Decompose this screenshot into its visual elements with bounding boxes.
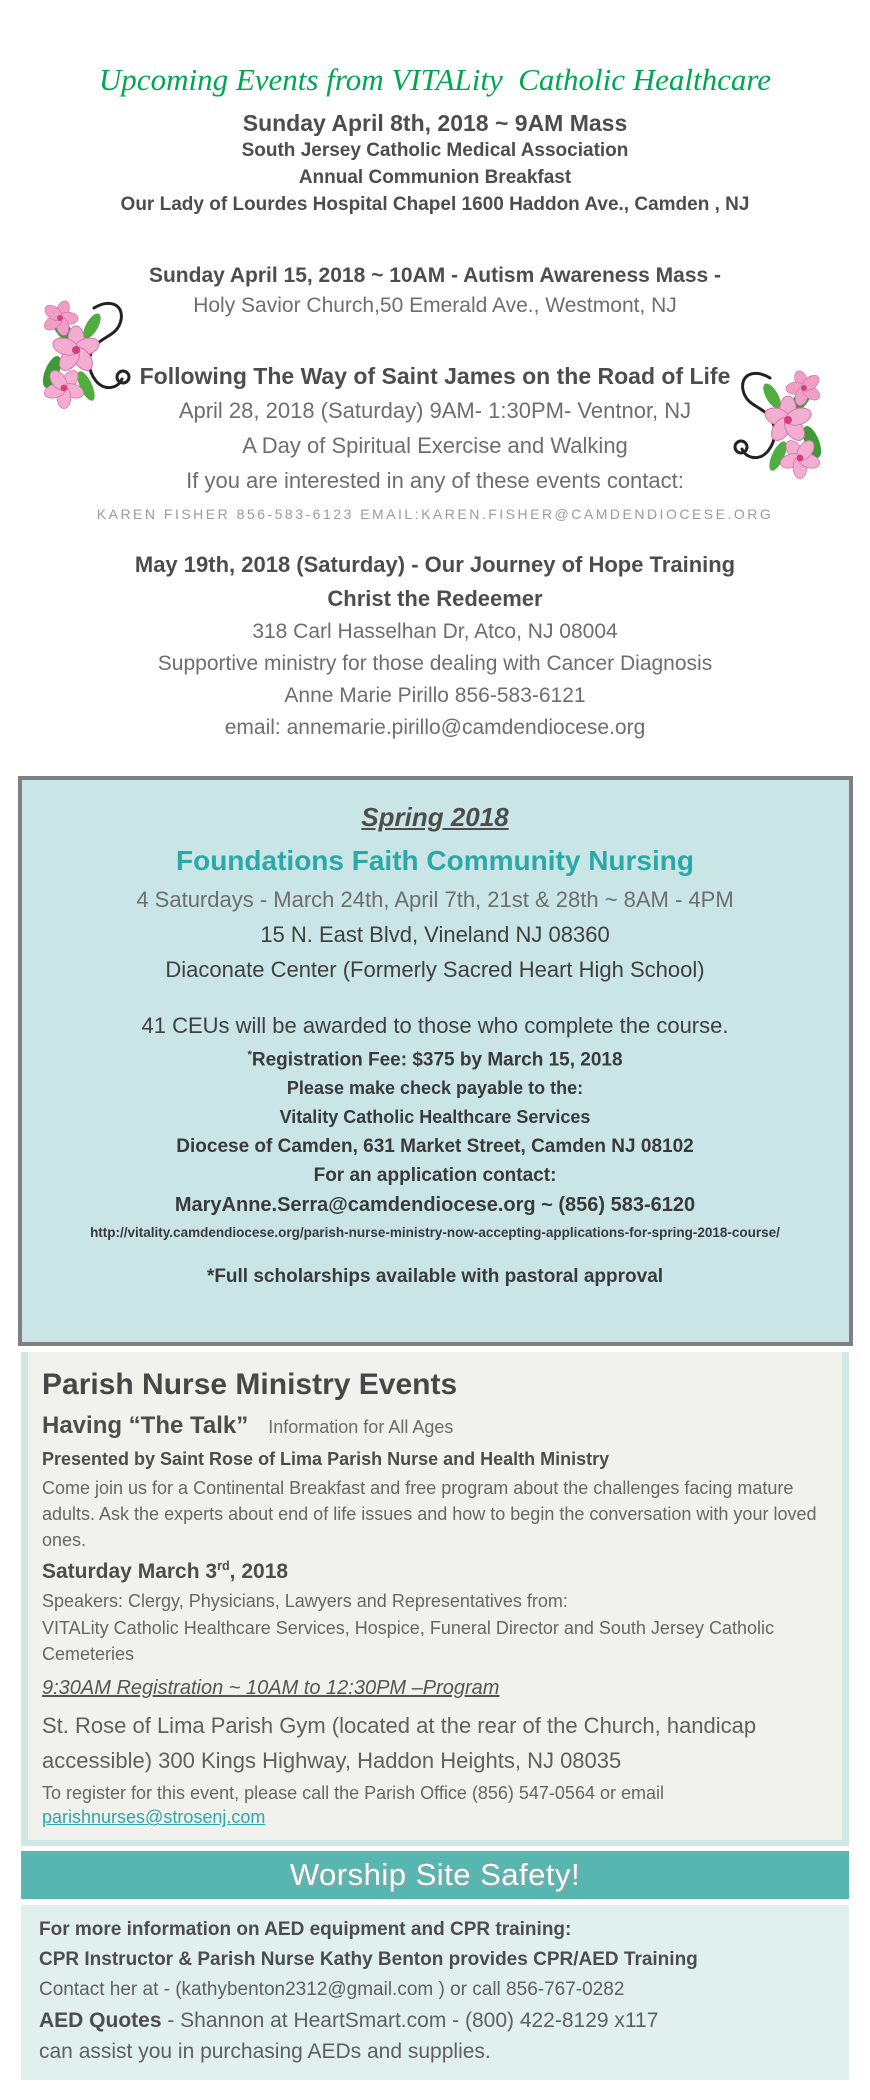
aed-quotes-line [39,2009,829,2033]
saint-james-description: A Day of Spiritual Exercise and Walking [242,433,628,458]
april8-heading: Sunday April 8th, 2018 ~ 9AM Mass [242,110,628,136]
journey-address: 318 Carl Hasselhan Dr, Atco, NJ 08004 [252,620,618,643]
register-info: To register for this event, please call the Parish Office (856) 547-0564 or email [42,1783,664,1804]
course-address: 15 N. East Blvd, Vineland NJ 08360 [260,922,610,947]
speakers-list: VITALity Catholic Healthcare Services, Hospice, Funeral Director and South Jersey Catholic Cemeteries [42,1618,774,1665]
autism-mass-heading: Sunday April 15, 2018 ~ 10AM - Autism Awareness Mass - [148,264,722,287]
talk-venue: St. Rose of Lima Parish Gym (located at the rear of the Church, handicap accessible) 300 Kings Highway, Haddon Heights, NJ 08035 [42,1713,757,1774]
worship-safety-banner [21,1851,849,1899]
aed-quotes-label: AED Quotes [39,2009,162,2033]
course-fee [32,1049,839,1071]
journey-contact-name-phone: Anne Marie Pirillo 856-583-6121 [284,684,586,707]
saint-james-contact-intro: If you are interested in any of these events contact: [186,468,684,493]
course-check-intro: Please make check payable to the: [286,1078,584,1099]
april8-event: Annual Communion Breakfast [298,167,572,188]
cpr-instructor-line: CPR Instructor & Parish Nurse Kathy Benton provides CPR/AED Training [39,1949,698,1971]
course-scholarship: *Full scholarships available with pastoral approval [206,1266,664,1288]
course-application-intro: For an application contact: [313,1165,557,1187]
talk-date-ordinal: rd [217,1559,230,1574]
talk-date-prefix: Saturday March 3 [42,1560,218,1584]
register-email-link[interactable]: parishnurses@strosenj.com [42,1807,266,1828]
talk-date-suffix: , 2018 [229,1560,289,1584]
talk-title: Having “The Talk” [42,1412,249,1440]
autism-mass-location: Holy Savior Church,50 Emerald Ave., Westmont, NJ [193,294,677,317]
course-url: http://vitality.camdendiocese.org/parish-nurse-ministry-now-accepting-applications-for-spring-2018-course/ [90,1225,780,1241]
april8-org: South Jersey Catholic Medical Association [241,140,629,161]
program-time: 9:30AM Registration ~ 10AM to 12:30PM –Program [42,1677,500,1700]
cpr-contact-line: Contact her at - (kathybenton2312@gmail.com ) or call 856-767-0282 [39,1979,625,2001]
presented-by: Presented by Saint Rose of Lima Parish Nurse and Health Ministry [42,1449,610,1470]
course-venue: Diaconate Center (Formerly Sacred Heart High School) [165,957,705,982]
course-check-address: Diocese of Camden, 631 Market Street, Camden NJ 08102 [176,1136,694,1158]
talk-date [42,1559,828,1584]
talk-description: Come join us for a Continental Breakfast and free program about the challenges facing mature adults. Ask the experts about end of life issues and how to begin the conversation with your loved ones. [42,1478,817,1551]
talk-subtitle: Information for All Ages [268,1417,454,1438]
saint-james-contact: KAREN FISHER 856-583-6123 EMAIL:KAREN.FISHER@CAMDENDIOCESE.ORG [96,506,774,522]
page-title: Upcoming Events from VITALity Catholic Healthcare [98,62,772,97]
course-schedule: 4 Saturdays - March 24th, April 7th, 21st & 28th ~ 8AM - 4PM [136,887,734,912]
parish-heading: Parish Nurse Ministry Events [42,1368,458,1402]
course-application-contact: MaryAnne.Serra@camdendiocese.org ~ (856) 583-6120 [174,1194,696,1217]
journey-heading: May 19th, 2018 (Saturday) - Our Journey of Hope Training [134,552,736,577]
saint-james-datetime: April 28, 2018 (Saturday) 9AM- 1:30PM- Ventnor, NJ [178,398,692,423]
journey-description: Supportive ministry for those dealing with Cancer Diagnosis [157,652,713,675]
flower-stethoscope-icon-right [730,362,830,480]
aed-quotes-rest: - Shannon at HeartSmart.com - (800) 422-8129 x117 [161,2009,659,2033]
parish-events-section [21,1352,849,1846]
journey-venue: Christ the Redeemer [327,586,543,611]
speakers-intro: Speakers: Clergy, Physicians, Lawyers and Representatives from: [42,1591,568,1612]
saint-james-heading: Following The Way of Saint James on the Road of Life [139,363,731,389]
spring-course-box [18,776,853,1346]
spring-season: Spring 2018 [361,802,509,832]
worship-safety-section [21,1905,849,2080]
april8-location: Our Lady of Lourdes Hospital Chapel 1600 Haddon Ave., Camden , NJ [120,194,750,215]
fee-text: Registration Fee: $375 by March 15, 2018 [251,1049,623,1071]
worship-safety-title: Worship Site Safety! [289,1857,581,1893]
course-title: Foundations Faith Community Nursing [176,845,694,876]
aed-info-heading: For more information on AED equipment and CPR training: [39,1919,572,1941]
aed-quotes-line2: can assist you in purchasing AEDs and supplies. [39,2040,491,2064]
journey-contact-email: email: annemarie.pirillo@camdendiocese.org [224,716,646,739]
talk-title-line [42,1412,828,1440]
course-ceus: 41 CEUs will be awarded to those who complete the course. [141,1013,729,1038]
course-check-payee: Vitality Catholic Healthcare Services [279,1107,591,1128]
fee-asterisk: * [247,1049,252,1061]
flower-stethoscope-icon-left [34,292,134,410]
